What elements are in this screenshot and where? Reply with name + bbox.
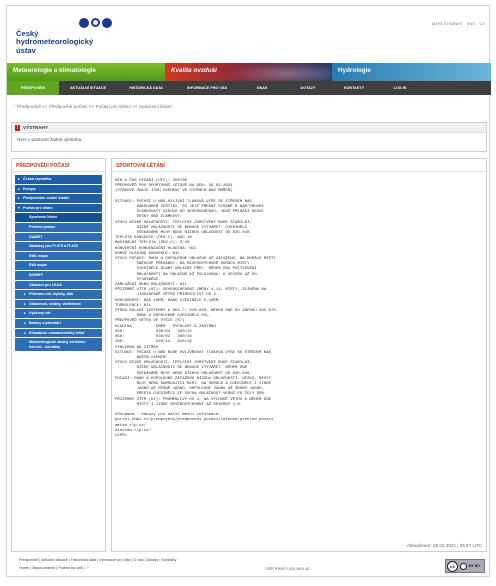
footer-separator: | bbox=[96, 558, 100, 562]
sidebar-item-icing[interactable]: Námrazy pro FL075 a FL100 bbox=[15, 242, 102, 251]
warnings-header bbox=[12, 123, 486, 133]
forecast-line: ZAMLAŽENÍ NEBO OBLAČNOSTI: NIL bbox=[115, 283, 188, 288]
warnings-title: VÝSTRAHY bbox=[23, 125, 49, 130]
forecast-line: 050: 030/02 360/10 bbox=[115, 335, 192, 340]
footer-separator: | bbox=[130, 558, 134, 562]
warning-icon: ! bbox=[16, 125, 19, 131]
forecast-line: RAKOUSKEM ČEŠTINY. PO JEJÍ PŘEDNÍ STRANĚ K NÁM PROUDÍ bbox=[115, 205, 264, 210]
forecast-line: SNĚHOVÉ PŘEHÁNKY. NA SEVEROVÝCHODĚ HORÁCH MÍSTY bbox=[115, 262, 250, 267]
forecast-line: meteo.rlp.cz/ bbox=[115, 423, 147, 428]
footer-separator: | bbox=[38, 558, 42, 562]
forecast-line: DESKY OBD ZLÁMKOVÝ. bbox=[115, 215, 183, 220]
logo-text: Český hydrometeorologický ústav bbox=[16, 29, 94, 55]
forecast-line: PŘEDPOVĚĎ PRO SPORTOVNÍ LÉTÁNÍ NA DEN: 26.02.2021 bbox=[115, 184, 233, 189]
forecast-line: RANO A DOPOLEDNE OJEDINĚLE NIL. bbox=[115, 314, 212, 319]
menu-item-about[interactable]: ONAS bbox=[256, 86, 268, 90]
footer-link[interactable]: Informace pro Vás bbox=[99, 558, 131, 562]
sidebar-item-czech-republic[interactable]: ▸ Česká republika bbox=[15, 175, 102, 184]
forecast-line: (VÝŠKOVÉ ÚDAJE JSOU UVEDENY VE STOPÁCH NAD MOŘEM) bbox=[115, 189, 233, 194]
banner-hydrology[interactable]: Hydrologie bbox=[332, 63, 491, 81]
sidebar-item-met-services-contacts[interactable]: Meteorologické služby civilnímu letectví - kontakty bbox=[15, 338, 102, 351]
banner-air-quality[interactable]: Kvalita ovzduší bbox=[165, 63, 332, 81]
forecast-line: VÝVOJ NÍZKÉ OBLAČNOSTI: TEPLOTNÍ ZVRSTVENÍ BUDE STABILNÍ, bbox=[115, 361, 252, 366]
sidebar-item-balloons-gliders[interactable]: ▸ Balóny a plachtaři bbox=[15, 319, 102, 328]
forecast-line: portal.chmi.cz/predpovedi/predpovedi-pocasi/letecke/prehled pocasi bbox=[115, 418, 274, 423]
forecast-line: VÝŠKA NULOVÉ IZOTERMY 0 DEG C: 020-030, BĚHEM DNE DO ZÁPADU 035-070. bbox=[115, 309, 279, 314]
site-header bbox=[7, 6, 491, 62]
last-updated: Aktualizace: 26.02.2021 | 05:57 UTC bbox=[407, 543, 482, 548]
forecast-line: MAXIMÁLNÍ TEPLOTA (DEG C): 6-10 bbox=[115, 241, 190, 246]
sidebar-item-weather-overview[interactable]: Přehled počasí bbox=[15, 223, 102, 232]
cc-icon: cc bbox=[447, 561, 458, 572]
forecast-line: DOHLEDNOST: NAD 10KM, RANO OJEDINĚLE 5-10KM. bbox=[115, 298, 221, 303]
sidebar-item-upper-wind[interactable]: ▸ Výškový vítr bbox=[15, 309, 102, 318]
site-footer bbox=[7, 554, 491, 578]
forecast-line: MLHY NEBO NAMRZAJÍCÍ MLHY. NA HORÁCH A OJEDINĚLE I JINDE bbox=[115, 381, 272, 386]
warnings-box bbox=[11, 122, 487, 152]
forecast-line: SITUACE: POČASÍ U NÁS OVLIVNÍ TLAKOVÁ VÝŠE SE STŘEDEM NAD bbox=[115, 199, 252, 204]
footer-link[interactable]: Kontakty bbox=[161, 558, 177, 562]
forecast-line: #Oznamna - Odkazy pro další mezní informace: bbox=[115, 413, 221, 418]
footer-link[interactable]: Podmínky užití bbox=[58, 566, 84, 570]
sidebar-item-sport-flying[interactable]: Sportovní létání bbox=[15, 213, 102, 222]
footer-links-row-1 bbox=[19, 556, 279, 564]
sitemap-link[interactable]: MAPA STRÁNEK bbox=[431, 21, 463, 26]
footer-links bbox=[19, 556, 279, 572]
lang-cs-link[interactable]: CS bbox=[479, 21, 485, 26]
forecast-line: PŘEDPOVĚĎ VĚTRU VE VÝŠCE (KT) bbox=[115, 319, 185, 324]
footer-link[interactable]: Aktuální situace bbox=[41, 558, 68, 562]
forecast-line: VYJASNĚNÍ. bbox=[115, 277, 161, 282]
footer-separator: | bbox=[143, 558, 147, 562]
forecast-line: OBLAČNOSTI NA OBLAČNO AŽ POLOJASNO, K VEČERU AŽ DO bbox=[115, 272, 257, 277]
footer-link[interactable]: O nás bbox=[133, 558, 144, 562]
forecast-line: TURBULENCE: NIL bbox=[115, 303, 152, 308]
content-panel bbox=[111, 158, 487, 552]
sidebar-item-aladin[interactable]: ▸ Předpovědní model Aladin bbox=[15, 194, 102, 203]
arrow-right-icon: ▸ bbox=[24, 301, 26, 306]
footer-separator: | bbox=[158, 558, 162, 562]
forecast-line: PŘÍZEMNÍ VÍTR (KT): SEVEROZÁPADNÍ ZMĚNY 4-12, MÍSTY, ZEJMÉNA NA bbox=[115, 288, 267, 293]
footer-link[interactable]: ? bbox=[86, 566, 89, 570]
menu-item-login[interactable]: LOG IN bbox=[393, 86, 407, 90]
menu-item-info-for-you[interactable]: INFORMACE PRO VÁS bbox=[187, 86, 227, 90]
page-frame bbox=[6, 5, 490, 577]
forecast-line: KONVEKČNÍ KONDENZAČNÍ HLADINA: NIL bbox=[115, 246, 197, 251]
forecast-line: LEPR= bbox=[115, 433, 128, 438]
footer-link[interactable]: Home bbox=[19, 566, 30, 570]
forecast-line: DEN A ČAS VYDÁNÍ (UTC): 250700 bbox=[115, 179, 188, 183]
forecast-line: ČLÁNKOVATÝ VZDUCH OD SEVEROZÁPADU, JENŽ PŘINÁŠÍ SKOZE bbox=[115, 210, 264, 215]
sidebar-item-airport-climate[interactable]: ▸ Klimatické charakteristiky letišť bbox=[15, 329, 102, 338]
sidebar-item-cloudiness[interactable]: ▸ Oblačnost, srážky, viditelnost bbox=[15, 300, 102, 309]
forecast-line: HLADINA SMĚR RYCHLOST A ZÁSTRNO bbox=[115, 324, 216, 329]
sidebar-item-lkaa-area[interactable]: Oblastní pro LKAA bbox=[15, 281, 102, 290]
arrow-right-icon: ▸ bbox=[24, 330, 26, 335]
breadcrumb[interactable]: :: Předpovědi >> Předpovědi počasí >> Počasí pro létání >> Sportovní létání bbox=[13, 104, 172, 109]
footer-links-row-2 bbox=[19, 564, 279, 572]
forecast-line: VÝVOJ POČASÍ: RANO A DOPOLEDNE OBLAČNO AŽ ZATAŽENO, NA HORÁCH MÍSTY bbox=[115, 257, 276, 262]
top-links bbox=[429, 21, 485, 26]
footer-link[interactable]: Mapa stránek bbox=[32, 566, 56, 570]
forecast-line: OJEDINĚLE SLABÝ OBLAČNÝ PŘEC. BĚHEM DNE POČÍTÁVÁNÍ bbox=[115, 267, 257, 272]
forecast-line: 100: 020/14 010/19 bbox=[115, 340, 192, 345]
footer-separator: | bbox=[67, 558, 72, 562]
menu-item-contacts[interactable]: KONTAKTY bbox=[343, 86, 365, 90]
sidebar bbox=[11, 158, 106, 552]
forecast-line: NÍZKÉ OBLAČNOSTI SE NEBUDE VYTVÁŘET. OJEDINĚLE bbox=[115, 225, 248, 230]
footer-separator: | bbox=[55, 566, 59, 570]
content-title: SPORTOVNÍ LÉTÁNÍ bbox=[112, 159, 486, 172]
forecast-line: 020: 330/04 330/12 bbox=[115, 329, 192, 334]
forecast-line: HORNÍ HLADINA KONVEKCE: NIL bbox=[115, 251, 180, 256]
forecast-line: TEPLOTA KONVEKCE (DEG C): NAD 18 bbox=[115, 236, 192, 241]
sidebar-item-sigmet[interactable]: SIGMET bbox=[15, 271, 102, 280]
menu-item-questions[interactable]: DOTAZY bbox=[300, 86, 316, 90]
cc-label: BY ND bbox=[469, 564, 480, 568]
forecast-line: PŘESTO OJEDINĚLE ZE SUCHA OBLAČNOST VERNÍ PO ČELY DEN. bbox=[115, 392, 267, 397]
creative-commons-badge[interactable] bbox=[445, 559, 485, 573]
menu-item-forecasts[interactable]: PŘEDPOVĚDI bbox=[7, 81, 59, 95]
forecast-line: PŘÍZEMNÍ VÍTR (KT): PROMĚNLIVÝ DO 4, NA VÝCHODĚ VĚTRU A BĚHEM DNE bbox=[115, 397, 272, 402]
sidebar-list bbox=[15, 175, 102, 352]
forecast-line: JIHOZÁPADĚ VĚTRU PŘÍMOSTLIVÝ DO 4. bbox=[115, 293, 219, 298]
lang-en-link[interactable]: ENG bbox=[466, 21, 476, 26]
menu-item-current-situation[interactable]: AKTUÁLNÍ SITUACE bbox=[69, 86, 107, 90]
arrow-right-icon: ▸ bbox=[24, 292, 26, 297]
arrow-right-icon: ▸ bbox=[18, 186, 20, 191]
arrow-right-icon: ▸ bbox=[18, 177, 20, 181]
forecast-line: POČASÍ: RANO A DOPOLEDNE ZATAŽENO NÍZKOU OBLAČNOSTÍ, NÍZKO, MÍSTY bbox=[115, 376, 272, 381]
sidebar-item-swl-map-2[interactable]: SWl mapa bbox=[15, 261, 102, 270]
sidebar-item-gamet[interactable]: GAMET bbox=[15, 233, 102, 242]
sidebar-item-aviation-weather[interactable]: ▾ Počasí pro létání bbox=[15, 204, 102, 213]
forecast-line: OČEKÁVÁME MLHY NEBO NÍZKOU OBLAČNOST OD 035-040. bbox=[115, 231, 252, 236]
warnings-text: Není v platnosti žádná výstraha. bbox=[17, 137, 83, 142]
forecast-line: VÝHLEDNA NA ZÍTŘEK bbox=[115, 345, 159, 350]
forecast-line: SITUACE: POČASÍ U NÁS BUDE OVLIVŇOVAT TLAKOVÁ VÝŠE SE STŘEDEM NAD bbox=[115, 350, 272, 355]
certification-text: CERTIFIKÁTY ISO 9001 A3 bbox=[265, 567, 310, 571]
sidebar-item-europe[interactable]: ▸ Evropa bbox=[15, 185, 102, 194]
main-menu bbox=[7, 81, 491, 95]
arrow-right-icon: ▸ bbox=[18, 196, 20, 201]
sidebar-title: PŘEDPOVĚDI POČASÍ bbox=[12, 159, 105, 172]
forecast-line: NÍZKÉ OBLAČNOSTI SE NEBUDE VYTVÁŘET. BĚHEM DNE bbox=[115, 366, 248, 371]
section-banners bbox=[7, 63, 491, 81]
forecast-line: MÍSTY I JINDE SEVEROVÝCHODNÍ AŽ SEVERNÍ 4-8. bbox=[115, 402, 243, 407]
forecast-text bbox=[115, 179, 475, 439]
forecast-line: VÝVOJ NÍZKÉ OBLAČNOSTI: TEPLOTNÍ ZVRSTVENÍ BUDE STABILNÍ, bbox=[115, 220, 252, 225]
footer-link[interactable]: Dotazy bbox=[146, 558, 159, 562]
arrow-right-icon: ▸ bbox=[24, 320, 26, 325]
footer-separator: | bbox=[29, 566, 33, 570]
menu-item-historical-data[interactable]: HISTORICKÁ DATA bbox=[129, 86, 163, 90]
arrow-down-icon: ▾ bbox=[18, 205, 20, 210]
banner-meteorology[interactable]: Meteorologie a klimatologie bbox=[7, 63, 165, 81]
sidebar-item-swl-map[interactable]: SWL mapa bbox=[15, 252, 102, 261]
footer-separator: | bbox=[83, 566, 87, 570]
forecast-line: OČEKÁVÁME MLHY NEBO NÍZKOU OBLAČNOST OD 035-040. bbox=[115, 371, 252, 376]
arrow-right-icon: ▸ bbox=[24, 311, 26, 316]
footer-link[interactable]: Historická data bbox=[71, 558, 97, 562]
footer-link[interactable]: Předpovědi bbox=[19, 558, 39, 562]
forecast-line: NAŠÍM ÚZEMÍM. bbox=[115, 355, 168, 360]
forecast-line: JASNO AŽ MÍRNĚ JASNO. ODPOLEDNE JASNO AŽ SKORO JASNO, bbox=[115, 387, 264, 392]
forecast-line: aieview.rlp.cz/ bbox=[115, 428, 152, 433]
sidebar-item-surface-wind[interactable]: ▸ Přízemní vítr, teploty, tlak bbox=[15, 290, 102, 299]
by-icon bbox=[460, 563, 467, 570]
